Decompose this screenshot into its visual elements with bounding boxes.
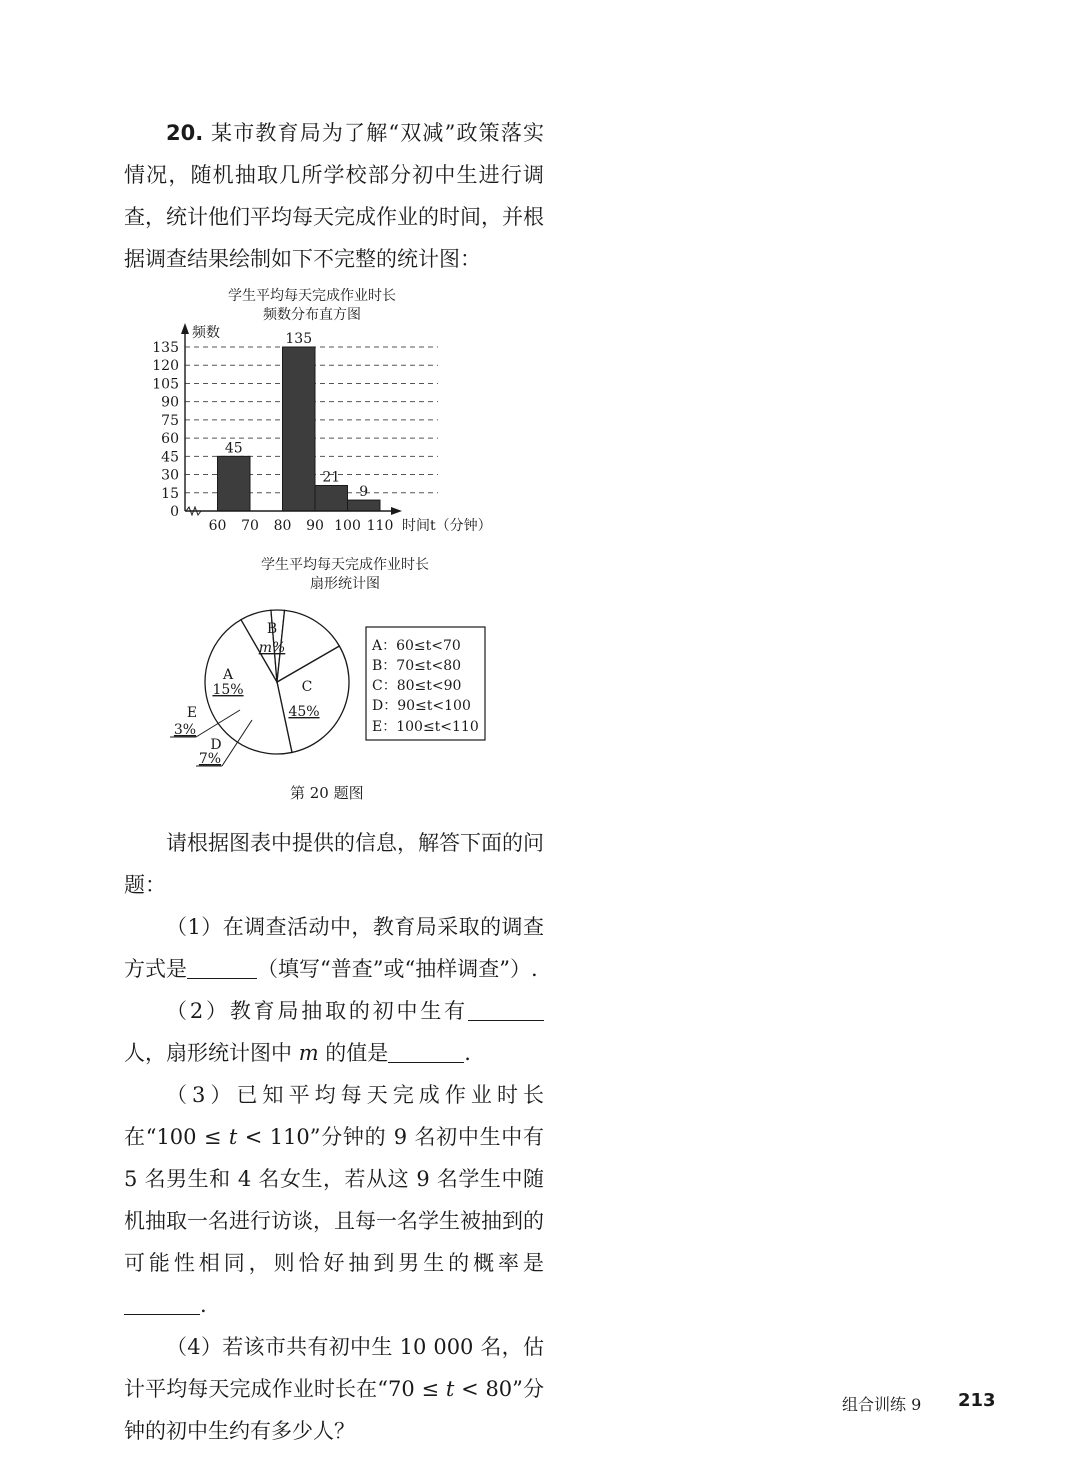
pie-value-e: 3% (173, 722, 197, 738)
hist-x-ticks (209, 518, 394, 534)
hist-x-tick-label: 60 (208, 518, 227, 534)
pie-value-c: 45% (288, 704, 320, 720)
pie-label-d: D (210, 737, 222, 753)
q3-text-mid: < 110”分钟的 9 名初中生中有 5 名男生和 4 名女生，若从这 9 名学生中随机抽取一名进行访谈，且每一名学生被抽到的可能性相同，则恰好抽到男生的概率是 (124, 1125, 544, 1275)
pie-title-line2: 扇形统计图 (310, 576, 380, 592)
histogram-chart (150, 280, 530, 542)
hist-xlabel: 时间t（分钟） (402, 518, 492, 534)
q2-text-start: （2）教育局抽取的初中生有 (166, 999, 468, 1023)
q2-m-blank[interactable] (388, 1041, 464, 1063)
pie-label-c: C (301, 679, 313, 695)
hist-y-tick-label: 30 (161, 467, 179, 484)
hist-value-label: 21 (322, 469, 341, 486)
hist-bar (348, 500, 381, 511)
pie-legend-item-e: E：100≤t<110 (372, 719, 479, 735)
pie-label-e: E (186, 705, 198, 721)
q3-text-start: （3）已知平均每天完成作业时长在“100 ≤ (124, 1083, 544, 1149)
pie-value-d: 7% (198, 751, 222, 767)
q2-text-mid: 人，扇形统计图中 (124, 1041, 299, 1065)
hist-y-tick-label: 135 (152, 340, 179, 356)
pie-title-line1: 学生平均每天完成作业时长 (261, 557, 429, 573)
hist-x-arrow (391, 507, 402, 515)
q1-answer-blank[interactable] (187, 957, 257, 979)
q3-var-t: t (228, 1125, 238, 1149)
hist-value-label: 9 (359, 484, 369, 501)
q4-text-start: （4）若该市共有初中生 10 000 名，估计平均每天完成作业时长在“70 ≤ (124, 1335, 544, 1401)
hist-y-tick-label: 15 (161, 485, 179, 502)
pie-legend-item-a: A：60≤t<70 (372, 638, 461, 654)
question-4 (124, 1326, 544, 1452)
hist-x-tick-label: 90 (306, 518, 324, 534)
hist-y-tick-label: 45 (161, 449, 179, 466)
hist-title-line2: 频数分布直方图 (263, 307, 361, 323)
pie-legend-item-c: C：80≤t<90 (372, 678, 462, 694)
pie-legend-item-d: D：90≤t<100 (372, 698, 471, 714)
q1-text-start: （1）在调查活动中，教育局采取的调查方式是 (124, 915, 544, 981)
question-stem-block (124, 112, 544, 280)
hist-y-arrow (181, 323, 189, 334)
hist-bar (283, 347, 316, 511)
q4-text-end: < 80”分钟的初中生约有多少人？ (124, 1377, 545, 1443)
q3-text-end: . (200, 1293, 207, 1317)
hist-bar (315, 485, 348, 511)
hist-value-label: 135 (285, 331, 313, 347)
hist-y-tick-label: 60 (161, 431, 179, 448)
hist-x-tick-label: 70 (241, 518, 259, 534)
q2-var-m: m (298, 1041, 319, 1065)
question-stem (124, 112, 544, 280)
hist-bars (218, 347, 381, 511)
q2-students-blank[interactable] (468, 999, 544, 1021)
pie-value-b: m% (258, 640, 286, 656)
hist-x-tick-label: 100 (334, 518, 361, 534)
question-3 (124, 1074, 544, 1326)
q2-text-end: . (464, 1041, 471, 1065)
hist-y-tick-label: 0 (170, 504, 179, 520)
hist-x-tick-label: 80 (273, 518, 292, 534)
figure-caption: 第 20 题图 (290, 784, 364, 802)
question-number: 20. (166, 121, 204, 145)
footer-section: 组合训练 9 (842, 1395, 922, 1414)
hist-y-tick-label: 105 (152, 376, 179, 393)
q4-var-t: t (445, 1377, 455, 1401)
instructions: 请根据图表中提供的信息，解答下面的问题： (124, 831, 544, 897)
page-number: 213 (958, 1390, 996, 1411)
pie-label-b: B (266, 621, 278, 637)
question-1 (124, 906, 544, 990)
hist-ylabel: 频数 (192, 325, 220, 341)
hist-bar (218, 456, 251, 511)
q1-text-end: （填写“普查”或“抽样调查”）. (257, 957, 538, 981)
pie-chart (165, 550, 495, 772)
hist-value-label: 45 (224, 440, 243, 457)
pie-legend-item-b: B：70≤t<80 (372, 658, 462, 674)
questions-block (124, 822, 544, 1452)
question-2 (124, 990, 544, 1074)
pie-value-a: 15% (212, 682, 244, 698)
hist-y-tick-label: 120 (152, 358, 179, 375)
hist-y-tick-label: 90 (161, 394, 179, 411)
q3-probability-blank[interactable] (124, 1293, 200, 1315)
hist-title-line1: 学生平均每天完成作业时长 (228, 288, 396, 304)
hist-y-tick-label: 75 (161, 412, 179, 429)
pie-label-a: A (222, 667, 234, 683)
hist-x-tick-label: 110 (366, 518, 394, 534)
question-stem-text: 某市教育局为了解“双减”政策落实情况，随机抽取几所学校部分初中生进行调查，统计他们平均每天完成作业的时间，并根据调查结果绘制如下不完整的统计图： (124, 121, 544, 271)
q2-text-mid2: 的值是 (318, 1041, 389, 1065)
hist-y-ticks (152, 340, 179, 520)
